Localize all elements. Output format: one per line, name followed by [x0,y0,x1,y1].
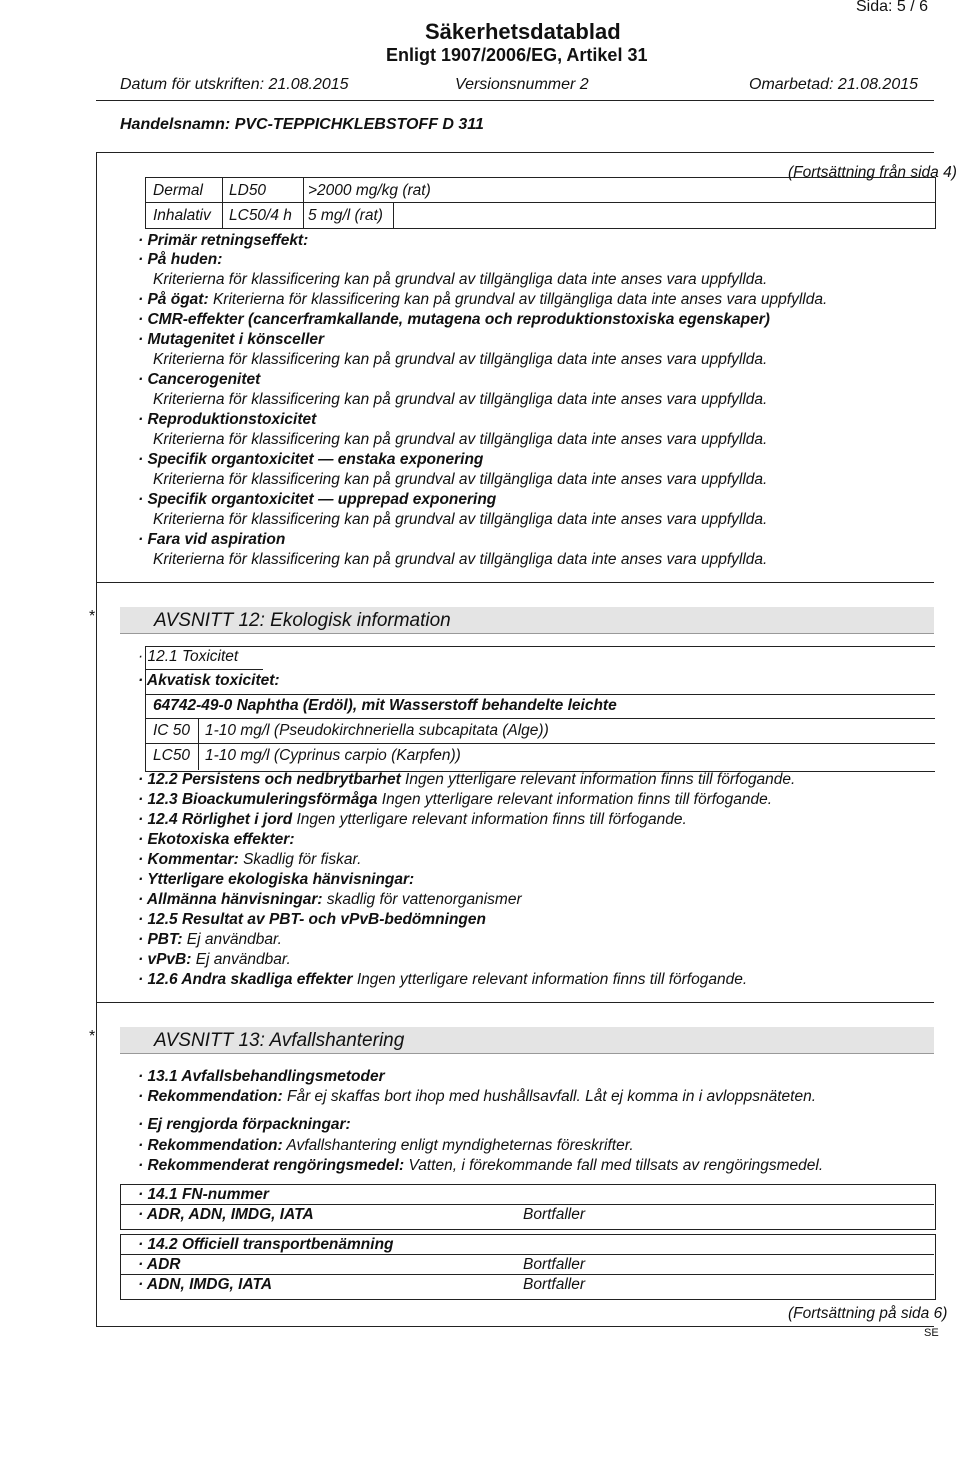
eyes-row [138,290,827,310]
document-title: Säkerhetsdatablad [425,19,621,44]
carcinogenicity-label: · Cancerogenitet [138,371,261,388]
recommendation-label: · Rekommendation: [138,1088,283,1105]
ecotox-label: · Ekotoxiska effekter: [138,831,295,848]
box-divider [145,743,935,744]
persistence-label: · 12.2 Persistens och nedbrytbarhet [138,771,401,788]
table-cell-value: >2000 mg/kg (rat) [308,182,431,199]
vpvb-label: · vPvB: [138,951,192,968]
section-13-heading [120,1027,934,1054]
cmr-label: · CMR-effekter (cancerframkallande, mutagena och reproduktionstoxiska egenskaper) [138,311,770,328]
aspiration-criteria: Kriterierna för klassificering kan på grundval av tillgängliga data inte anses vara uppfyllda. [153,551,768,568]
recommendation-label: · Rekommendation: [138,1137,283,1154]
bioaccumulation-value: Ingen ytterligare relevant information finns till förfogande. [381,791,773,808]
frame-bottom [96,1326,934,1327]
pbt-value: Ej användbar. [186,931,282,948]
other-effects-label: · 12.6 Andra skadliga effekter [138,971,353,988]
trade-name: Handelsnamn: PVC-TEPPICHKLEBSTOFF D 311 [120,116,484,133]
shipping-name-heading: · 14.2 Officiell transportbenämning [138,1236,394,1253]
box-divider [145,669,263,670]
comment-row [138,850,361,870]
vpvb-row [138,950,291,970]
eco-table-value: 1-10 mg/l (Pseudokirchneriella subcapitata (Alge)) [205,722,549,739]
mobility-row [138,810,687,830]
table-col-divider [303,177,304,228]
stot-repeated-criteria: Kriterierna för klassificering kan på grundval av tillgängliga data inte anses vara uppfyllda. [153,511,768,528]
carcinogenicity-criteria: Kriterierna för klassificering kan på grundval av tillgängliga data inte anses vara uppfyllda. [153,391,768,408]
eyes-label: · På ögat: [138,291,209,308]
adr-label: · ADR [138,1256,181,1273]
table-cell-route: Dermal [153,182,203,199]
frame-left [96,152,97,1327]
table-cell-value: 5 mg/l (rat) [308,207,383,224]
aquatic-tox-label: · Akvatisk toxicitet: [138,672,280,689]
eco-table-type: LC50 [153,747,191,764]
language-code: SE [924,1327,939,1339]
primary-irritation-label: · Primär retningseffekt: [138,232,309,249]
recommendation-value: Avfallshantering enligt myndigheternas föreskrifter. [286,1137,634,1154]
toxicity-heading: · 12.1 Toxicitet [138,648,239,665]
eyes-criteria: Kriterierna för klassificering kan på grundval av tillgängliga data inte anses vara uppfyllda. [212,291,828,308]
table-cell-type: LC50/4 h [229,207,292,224]
pbt-label: · PBT: [138,931,183,948]
table-cell-type: LD50 [229,182,267,199]
table-cell-route: Inhalativ [153,207,211,224]
stot-repeated-label: · Specifik organtoxicitet — upprepad exponering [138,491,497,508]
eco-table-type: IC 50 [153,722,191,739]
stot-single-label: · Specifik organtoxicitet — enstaka exponering [138,451,484,468]
pbt-row [138,930,282,950]
adr-value: Bortfaller [523,1256,586,1273]
frame-top [96,152,934,153]
skin-criteria: Kriterierna för klassificering kan på grundval av tillgängliga data inte anses vara uppfyllda. [153,271,768,288]
mobility-value: Ingen ytterligare relevant information finns till förfogande. [296,811,687,828]
reproductive-criteria: Kriterierna för klassificering kan på grundval av tillgängliga data inte anses vara uppfyllda. [153,431,768,448]
page-number: Sida: 5 / 6 [856,0,929,15]
persistence-row [138,770,795,790]
table-col-divider [393,202,394,228]
revision-date: Omarbetad: 21.08.2015 [749,76,919,93]
bioaccumulation-label: · 12.3 Bioackumuleringsförmåga [138,791,378,808]
table-row-divider [145,202,935,203]
mutagenicity-criteria: Kriterierna för klassificering kan på grundval av tillgängliga data inte anses vara uppfyllda. [153,351,768,368]
general-notes-row [138,890,522,910]
cleaning-agent-value: Vatten, i förekommande fall med tillsats av rengöringsmedel. [408,1157,824,1174]
box-divider [145,718,935,719]
comment-label: · Kommentar: [138,851,239,868]
continued-from: (Fortsättning från sida 4) [788,164,957,181]
adn-imdg-iata-value: Bortfaller [523,1276,586,1293]
cleaning-agent-row [138,1156,823,1176]
comment-value: Skadlig för fiskar. [243,851,362,868]
stot-single-criteria: Kriterierna för klassificering kan på grundval av tillgängliga data inte anses vara uppfyllda. [153,471,768,488]
section-divider-2 [96,1002,934,1003]
print-date: Datum för utskriften: 21.08.2015 [120,76,349,93]
table-col-divider [198,718,199,770]
document-subtitle: Enligt 1907/2006/EG, Artikel 31 [386,45,648,65]
recommendation-value: Får ej skaffas bort ihop med hushållsavfall. Låt ej komma in i avloppsnäteten. [287,1088,816,1105]
reproductive-label: · Reproduktionstoxicitet [138,411,317,428]
box-divider [145,694,935,695]
section-12-title: AVSNITT 12: Ekologisk information [154,610,451,631]
cleaning-agent-label: · Rekommenderat rengöringsmedel: [138,1157,405,1174]
general-notes-value: skadlig för vattenorganismer [326,891,522,908]
recommendation-row-2 [138,1136,634,1156]
continued-to: (Fortsättning på sida 6) [788,1305,948,1322]
aspiration-label: · Fara vid aspiration [138,531,286,548]
persistence-value: Ingen ytterligare relevant information finns till förfogande. [405,771,796,788]
un-modes-label: · ADR, ADN, IMDG, IATA [138,1206,314,1223]
section-divider-1 [96,582,934,583]
revision-star: * [89,1028,96,1045]
header-rule [96,100,934,101]
section-12-heading [120,607,934,634]
further-eco-label: · Ytterligare ekologiska hänvisningar: [138,871,415,888]
general-notes-label: · Allmänna hänvisningar: [138,891,323,908]
uncleaned-packaging-label: · Ej rengjorda förpackningar: [138,1116,351,1133]
adn-imdg-iata-label: · ADN, IMDG, IATA [138,1276,273,1293]
skin-label: · På huden: [138,251,223,268]
waste-methods-heading: · 13.1 Avfallsbehandlingsmetoder [138,1068,385,1085]
section-13-title: AVSNITT 13: Avfallshantering [154,1030,405,1051]
version-number: Versionsnummer 2 [455,76,589,93]
other-effects-row [138,970,747,990]
vpvb-value: Ej användbar. [195,951,291,968]
pbt-heading: · 12.5 Resultat av PBT- och vPvB-bedömningen [138,911,486,928]
un-modes-value: Bortfaller [523,1206,586,1223]
revision-star: * [89,608,96,625]
recommendation-row [138,1087,816,1107]
other-effects-value: Ingen ytterligare relevant information finns till förfogande. [356,971,748,988]
table-col-divider [222,177,223,228]
eco-table-value: 1-10 mg/l (Cyprinus carpio (Karpfen)) [205,747,461,764]
substance-name: 64742-49-0 Naphtha (Erdöl), mit Wasserstoff behandelte leichte [153,697,617,714]
un-number-heading: · 14.1 FN-nummer [138,1186,269,1203]
mutagenicity-label: · Mutagenitet i könsceller [138,331,325,348]
mobility-label: · 12.4 Rörlighet i jord [138,811,293,828]
bioaccumulation-row [138,790,772,810]
